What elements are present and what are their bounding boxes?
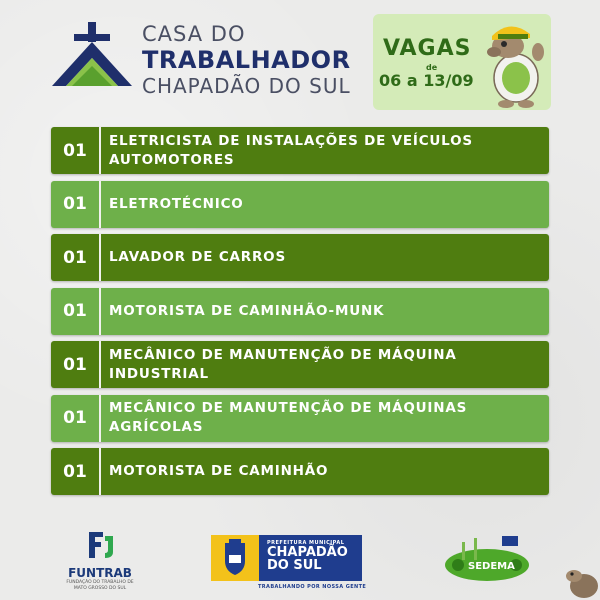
job-qty: 01 [63,194,87,214]
vagas-de: de [426,63,438,72]
job-row [51,395,549,442]
job-row [51,341,549,388]
sedema-label: SEDEMA [468,561,515,572]
brand-title [142,24,351,96]
job-qty: 01 [63,461,87,482]
prefeitura-logo [211,535,362,581]
job-list [51,127,549,502]
divider [99,288,101,335]
job-title: MECÂNICO DE MANUTENÇÃO DE MÁQUINA INDUSTRIAL [109,346,457,382]
city-crest-icon [211,535,259,581]
divider [99,181,101,228]
prefeitura-crest [211,535,259,581]
brand-line-2: TRABALHADOR [142,46,351,74]
brand-line-1: CASA DO [142,22,246,46]
prefeitura-label: PREFEITURA MUNICIPAL [267,540,345,546]
job-title: MOTORISTA DE CAMINHÃO [109,463,329,479]
sedema-logo [444,532,530,584]
job-row [51,181,549,228]
job-title: LAVADOR DE CARROS [109,249,286,265]
vagas-title: VAGAS [383,36,472,61]
job-title: ELETROTÉCNICO [109,195,244,212]
job-qty: 01 [63,140,87,161]
brand-line-3: CHAPADÃO DO SUL [142,74,351,98]
job-row [51,234,549,281]
job-qty: 01 [63,301,87,321]
funtrab-logo [64,530,136,591]
armadillo-corner-icon [564,562,600,600]
divider [99,341,101,388]
job-qty: 01 [63,354,87,375]
casa-do-trabalhador-logo-icon [52,20,132,92]
job-title: MECÂNICO DE MANUTENÇÃO DE MÁQUINAS AGRÍCOLAS [109,400,468,435]
vagas-dates: 06 a 13/09 [379,71,474,90]
prefeitura-tagline: TRABALHANDO POR NOSSA GENTE [258,584,367,590]
prefeitura-city: CHAPADÃO DO SUL [267,545,348,573]
divider [99,127,101,174]
job-row [51,288,549,335]
funtrab-subtitle: FUNDAÇÃO DO TRABALHO DE MATO GROSSO DO SUL [66,580,134,591]
job-title: MOTORISTA DE CAMINHÃO-MUNK [109,302,385,319]
armadillo-mascot-icon [478,12,552,110]
funtrab-name: FUNTRAB [68,566,132,580]
sedema-emblem-icon [444,532,530,584]
funtrab-mark-icon [83,530,117,560]
divider [99,448,101,495]
job-qty: 01 [63,247,87,268]
job-row [51,127,549,174]
job-row [51,448,549,495]
divider [99,234,101,281]
divider [99,395,101,442]
job-title: ELETRICISTA DE INSTALAÇÕES DE VEÍCULOS AUTOMOTORES [109,132,473,168]
job-qty: 01 [63,408,87,428]
